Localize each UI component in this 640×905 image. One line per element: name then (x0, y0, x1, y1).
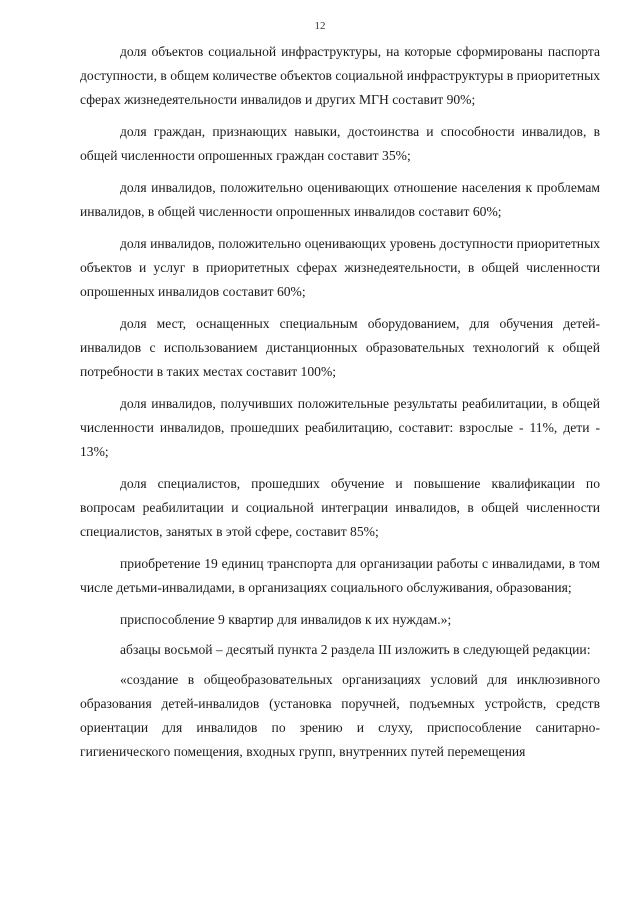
page-number: 12 (314, 20, 326, 32)
paragraph: доля инвалидов, получивших положительные результаты реабилитации, в общей численности инвалидов, прошедших реабилитацию, составит: взрослые - 11%, дети - 13%; (80, 396, 600, 459)
document-body (80, 40, 600, 772)
paragraph: доля инвалидов, положительно оценивающих отношение населения к проблемам инвалидов, в общей численности опрошенных инвалидов составит 60%; (80, 180, 600, 219)
paragraph: доля мест, оснащенных специальным оборудованием, для обучения детей-инвалидов с использованием дистанционных образовательных технологий к общей потребности в таких местах составит 100%; (80, 316, 600, 379)
paragraph: «создание в общеобразовательных организациях условий для инклюзивного образования детей-инвалидов (установка поручней, подъемных устройств, средств ориентации для инвалидов по зрению и слуху, приспособление санитарно-гигиенического помещения, входных групп, внутренних путей перемещения (80, 672, 600, 759)
paragraph: абзацы восьмой – десятый пункта 2 раздела III изложить в следующей редакции: (120, 642, 591, 657)
paragraph: доля объектов социальной инфраструктуры, на которые сформированы паспорта доступности, в общем количестве объектов социальной инфраструктуры в приоритетных сферах жизнедеятельности инвалидов и других МГН составит 90%; (80, 44, 600, 107)
paragraph: доля граждан, признающих навыки, достоинства и способности инвалидов, в общей численности опрошенных граждан составит 35%; (80, 124, 600, 163)
paragraph: доля специалистов, прошедших обучение и повышение квалификации по вопросам реабилитации и социальной интеграции инвалидов, в общей численности специалистов, занятых в этой сфере, составит 85%; (80, 476, 600, 539)
paragraph: приобретение 19 единиц транспорта для организации работы с инвалидами, в том числе детьми-инвалидами, в организациях социального обслуживания, образования; (80, 556, 600, 595)
paragraph: доля инвалидов, положительно оценивающих уровень доступности приоритетных объектов и услуг в приоритетных сферах жизнедеятельности, в общей численности опрошенных инвалидов составит 60%; (80, 236, 600, 299)
paragraph: приспособление 9 квартир для инвалидов к их нуждам.»; (120, 612, 452, 627)
